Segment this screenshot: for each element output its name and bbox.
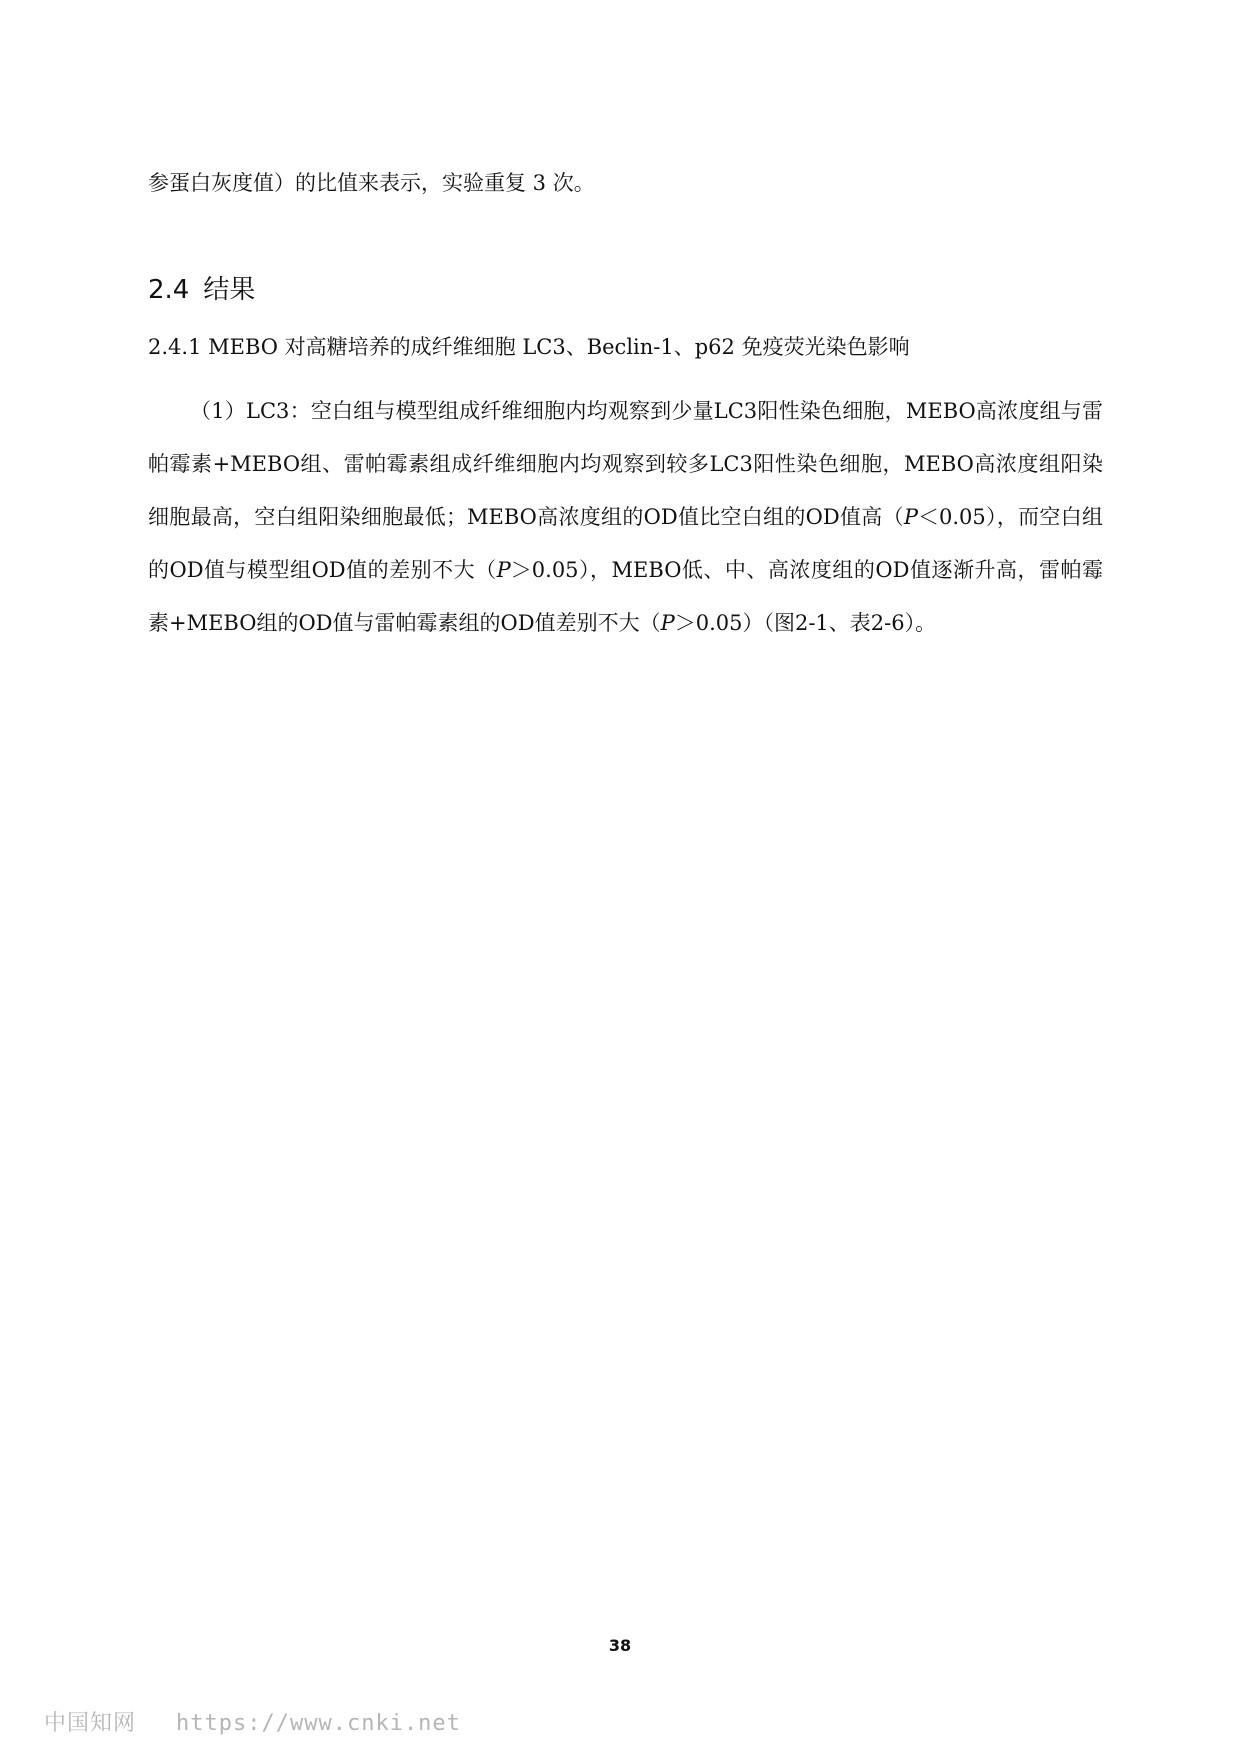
- continuation-text: 参蛋白灰度值）的比值来表示，实验重复 3 次。: [148, 171, 595, 195]
- p-value-symbol-2: P: [496, 558, 511, 582]
- section-number: 2.4: [148, 275, 190, 305]
- paragraph-text-2: ＜0.05），而空白组的OD值与模型组OD值的差别不大（: [148, 505, 1103, 582]
- watermark-name: 中国知网: [44, 1711, 137, 1736]
- subsection-heading: 2.4.1 MEBO 对高糖培养的成纤维细胞 LC3、Beclin-1、p62 免疫荧光染色影响: [148, 335, 910, 359]
- page-number: 38: [608, 1636, 632, 1655]
- paragraph-text-3: ＞0.05），MEBO低、中、高浓度组的OD值逐渐升高，雷帕霉素+MEBO组的OD值与雷帕霉素组的OD值差别不大（: [148, 558, 1103, 635]
- watermark-url: https://www.cnki.net: [176, 1711, 461, 1736]
- p-value-symbol-3: P: [660, 611, 675, 635]
- results-paragraph: [148, 385, 1103, 650]
- paragraph-text-1: （1）LC3：空白组与模型组成纤维细胞内均观察到少量LC3阳性染色细胞，MEBO高浓度组与雷帕霉素+MEBO组、雷帕霉素组成纤维细胞内均观察到较多LC3阳性染色细胞，MEBO高浓度组阳染细胞最高，空白组阳染细胞最低；MEBO高浓度组的OD值比空白组的OD值高（: [148, 399, 1103, 529]
- section-heading: [148, 273, 255, 307]
- section-title-text: 结果: [203, 275, 256, 305]
- p-value-symbol-1: P: [903, 505, 919, 529]
- paragraph-text-4: ＞0.05）（图2-1、表2-6）。: [674, 611, 937, 635]
- watermark: [44, 1706, 461, 1737]
